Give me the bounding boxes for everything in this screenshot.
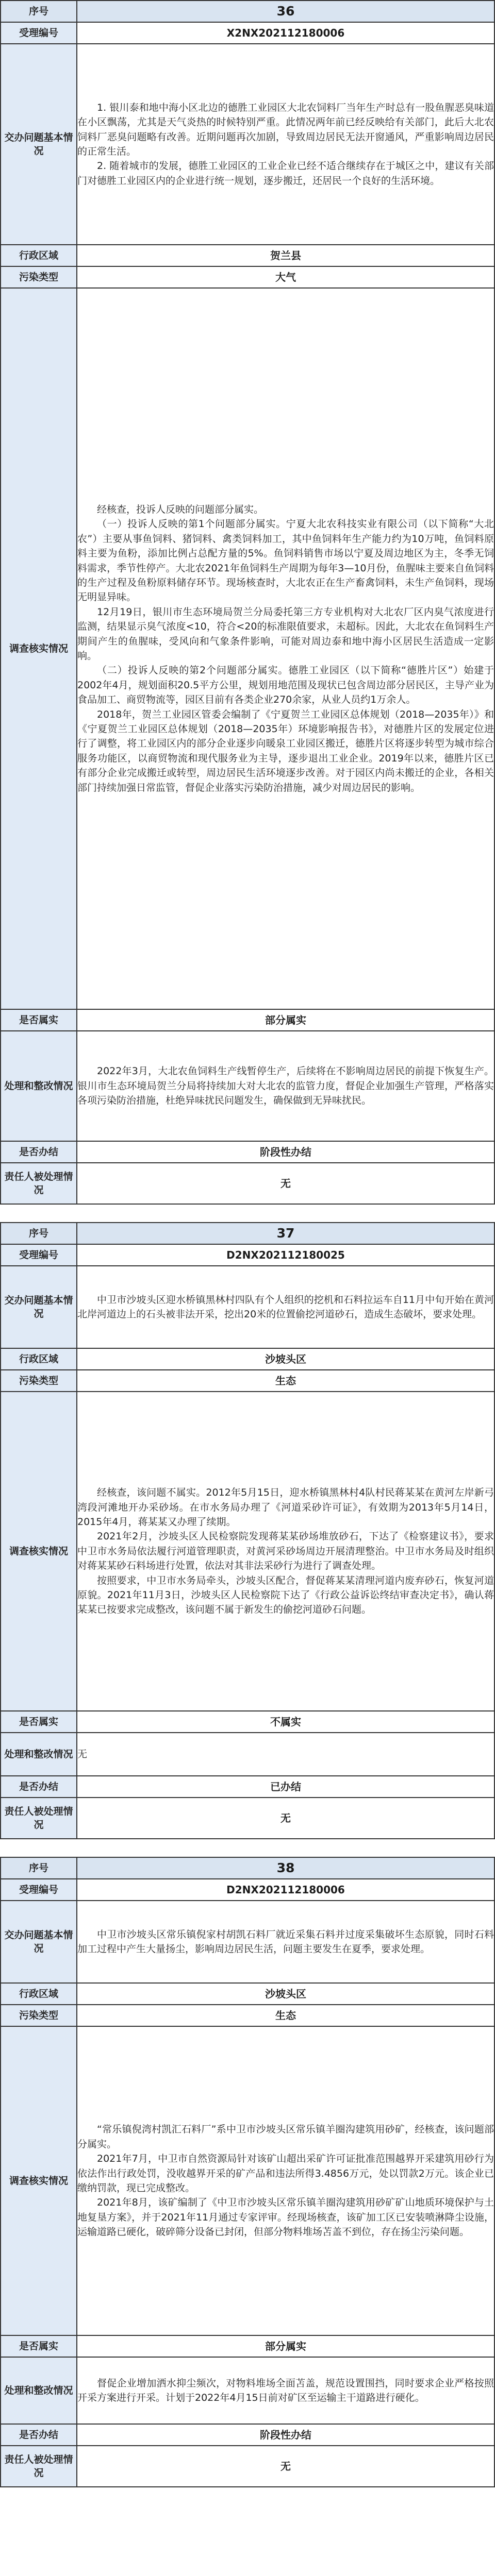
seq-label: 序号 — [1, 1, 77, 22]
seq-label: 序号 — [1, 1223, 77, 1244]
code-value: D2NX202112180025 — [77, 1244, 494, 1266]
investigation-label: 调查核实情况 — [1, 288, 77, 1009]
basic-label: 交办问题基本情况 — [1, 1901, 77, 1983]
region-value: 沙坡头区 — [77, 1983, 494, 2005]
is-true-label: 是否属实 — [1, 1711, 77, 1733]
basic-text — [77, 44, 494, 245]
paragraph: 经核查，投诉人反映的问题部分属实。 — [97, 503, 264, 515]
handling-label: 处理和整改情况 — [1, 2357, 77, 2424]
responsible-value: 无 — [77, 2446, 494, 2487]
region-value: 沙坡头区 — [77, 1348, 494, 1370]
is-closed-value: 阶段性办结 — [77, 1141, 494, 1163]
paragraph: （一）投诉人反映的第1个问题部分属实。宁夏大北农科技实业有限公司（以下简称“大北农”）主要从事鱼饲料、猪饲料、禽类饲料加工，其中鱼饲料年生产能力约为10万吨，鱼饲料原料主要为鱼粉，添加比例占总配方量的5%。鱼饲料销售市场以宁夏及周边地区为主，冬季无饲料需求，季节性停产。大北农2021年鱼饲料生产周期为每年3—10月份，鱼腥味主要来自鱼饲料的生产过程及鱼粉原料储存环节。现场核查时，大北农正在生产畜禽饲料，未生产鱼饲料，现场无明显异味。 — [77, 518, 494, 603]
code-label: 受理编号 — [1, 22, 77, 44]
pollution-label: 污染类型 — [1, 1370, 77, 1392]
region-value: 贺兰县 — [77, 245, 494, 266]
case-record-37 — [0, 1222, 495, 1839]
responsible-value: 无 — [77, 1798, 494, 1839]
pollution-value: 生态 — [77, 1370, 494, 1392]
case-table — [0, 1857, 495, 2487]
basic-label: 交办问题基本情况 — [1, 1266, 77, 1348]
is-true-value: 部分属实 — [77, 2335, 494, 2357]
paragraph: 1. 银川泰和地中海小区北边的德胜工业园区大北农饲料厂当年生产时总有一股鱼腥恶臭味道在小区飘荡，尤其是天气炎热的时候特别严重。此情况两年前已经反映给有关部门，此后大北农饲料厂恶臭问题略有改善。近期问题再次加剧，导致周边居民无法开窗通风，严重影响周边居民的正常生活。 — [77, 101, 494, 157]
investigation-text — [77, 2026, 494, 2335]
paragraph: 中卫市沙坡头区迎水桥镇黑林村四队有个人组织的挖机和石料拉运车自11月中旬开始在黄河北岸河道边上的石头被非法开采，挖出20米的位置偷挖河道砂石，造成生态破坏，要求处理。 — [77, 1294, 494, 1320]
case-record-38 — [0, 1857, 495, 2487]
responsible-value: 无 — [77, 1163, 494, 1204]
pollution-label: 污染类型 — [1, 2005, 77, 2026]
section-gap — [0, 1839, 495, 1857]
paragraph: 2018年，贺兰工业园区管委会编制了《宁夏贺兰工业园区总体规划（2018—2035年）》和《宁夏贺兰工业园区总体规划（2018—2035年）环境影响报告书》，对德胜片区的发展定位进行了调整，将工业园区内的部分企业逐步向暖泉工业园区搬迁，德胜片区将逐步转型为城市综合服务功能区，以商贸物流和现代服务业为主导，逐步退出工业企业。2019年以来，德胜片区已有部分企业完成搬迁或转型，周边居民生活环境逐步改善。对于园区内尚未搬迁的企业，各相关部门持续加强日常监管，督促企业落实污染防治措施，减少对周边居民的影响。 — [77, 708, 494, 793]
handling-text — [77, 2357, 494, 2424]
basic-text — [77, 1266, 494, 1348]
seq-label: 序号 — [1, 1857, 77, 1879]
investigation-label: 调查核实情况 — [1, 2026, 77, 2335]
responsible-label: 责任人被处理情况 — [1, 2446, 77, 2487]
seq-value: 37 — [77, 1223, 494, 1244]
seq-value: 38 — [77, 1857, 494, 1879]
paragraph: 督促企业增加洒水抑尘频次，对物料堆场全面苫盖，规范设置围挡，同时要求企业严格按照开采方案进行开采。计划于2022年4月15日前对矿区至运输主干道路进行硬化。 — [77, 2377, 494, 2403]
basic-label: 交办问题基本情况 — [1, 44, 77, 245]
is-closed-label: 是否办结 — [1, 2424, 77, 2446]
case-record-36 — [0, 0, 495, 1205]
pollution-value: 大气 — [77, 266, 494, 288]
paragraph: 中卫市沙坡头区常乐镇倪家村胡凯石料厂就近采集石料并过度采集破坏生态原貌，同时石料加工过程中产生大量扬尘，影响周边居民生活，问题主要发生在夏季，要求处理。 — [77, 1928, 494, 1955]
case-table — [0, 1222, 495, 1839]
is-true-value: 不属实 — [77, 1711, 494, 1733]
paragraph: 12月19日，银川市生态环境局贺兰分局委托第三方专业机构对大北农厂区内臭气浓度进行监测，结果显示臭气浓度<10，符合<20的标准限值要求，未超标。因此，大北农在鱼饲料生产期间产生的鱼腥味，受风向和气象条件影响，可能对周边泰和地中海小区居民生活造成一定影响。 — [77, 606, 494, 662]
responsible-label: 责任人被处理情况 — [1, 1798, 77, 1839]
investigation-label: 调查核实情况 — [1, 1392, 77, 1711]
responsible-label: 责任人被处理情况 — [1, 1163, 77, 1204]
paragraph: 无 — [77, 1748, 88, 1760]
code-value: D2NX202112180006 — [77, 1879, 494, 1901]
handling-text — [77, 1733, 494, 1776]
code-value: X2NX202112180006 — [77, 22, 494, 44]
investigation-text — [77, 1392, 494, 1711]
handling-text — [77, 1031, 494, 1141]
case-table — [0, 0, 495, 1205]
code-label: 受理编号 — [1, 1879, 77, 1901]
paragraph: （二）投诉人反映的第2个问题部分属实。德胜工业园区（以下简称“德胜片区”）始建于2002年4月，规划面积20.5平方公里，规划用地范围及现状已包含周边部分居民区，主导产业为食品加工、商贸物流等，园区目前有各类企业270余家，从业人员约1万余人。 — [77, 665, 494, 706]
paragraph: 经核查，该问题不属实。2012年5月15日，迎水桥镇黑林村4队村民蒋某某在黄河左岸新弓湾段河滩地开办采砂场。在市水务局办理了《河道采砂许可证》，有效期为2013年5月14日，2015年4月，蒋某某又办理了续期。 — [77, 1487, 494, 1528]
region-label: 行政区域 — [1, 1983, 77, 2005]
paragraph: 2. 随着城市的发展，德胜工业园区的工业企业已经不适合继续存在于城区之中，建议有关部门对德胜工业园区内的企业进行统一规划，逐步搬迁，还居民一个良好的生活环境。 — [77, 160, 494, 187]
is-closed-label: 是否办结 — [1, 1776, 77, 1798]
region-label: 行政区域 — [1, 1348, 77, 1370]
investigation-text — [77, 288, 494, 1009]
is-true-label: 是否属实 — [1, 2335, 77, 2357]
paragraph: 2021年7月，中卫市自然资源局针对该矿山超出采矿许可证批准范围越界开采建筑用砂行为依法作出行政处罚，没收越界开采的矿产品和违法所得3.4856万元，处以罚款2万元。该企业已缴纳罚款，现已完成整改。 — [77, 2153, 494, 2194]
code-label: 受理编号 — [1, 1244, 77, 1266]
is-true-label: 是否属实 — [1, 1009, 77, 1031]
basic-text — [77, 1901, 494, 1983]
paragraph: 2022年3月，大北农鱼饲料生产线暂停生产，后续将在不影响周边居民的前提下恢复生产。银川市生态环境局贺兰分局将持续加大对大北农的监管力度，督促企业加强生产管理，严格落实各项污染防治措施，杜绝异味扰民问题发生，确保做到无异味扰民。 — [77, 1065, 494, 1107]
paragraph: “常乐镇倪湾村凯汇石料厂”系中卫市沙坡头区常乐镇羊圈沟建筑用砂矿，经核查，该问题部分属实。 — [77, 2124, 494, 2150]
seq-value: 36 — [77, 1, 494, 22]
paragraph: 按照要求，中卫市水务局牵头，沙坡头区配合，督促蒋某某清理河道内废弃砂石，恢复河道原貌。2021年11月3日，沙坡头区人民检察院下达了《行政公益诉讼终结审查决定书》，确认蒋某某已按要求完成整改，该问题不属于新发生的偷挖河道砂石问题。 — [77, 1574, 494, 1616]
handling-label: 处理和整改情况 — [1, 1733, 77, 1776]
paragraph: 2021年8月，该矿编制了《中卫市沙坡头区常乐镇羊圈沟建筑用砂矿矿山地质环境保护与土地复垦方案》，并于2021年11月通过专家评审。经现场核查，该矿加工区已安装喷淋降尘设施，运输道路已硬化，破碎筛分设备已封闭，但部分物料堆场苫盖不到位，存在扬尘污染问题。 — [77, 2197, 494, 2238]
region-label: 行政区域 — [1, 245, 77, 266]
is-true-value: 部分属实 — [77, 1009, 494, 1031]
pollution-value: 生态 — [77, 2005, 494, 2026]
section-gap — [0, 1205, 495, 1222]
pollution-label: 污染类型 — [1, 266, 77, 288]
is-closed-value: 已办结 — [77, 1776, 494, 1798]
handling-label: 处理和整改情况 — [1, 1031, 77, 1141]
paragraph: 2021年2月，沙坡头区人民检察院发现蒋某某砂场堆放砂石，下达了《检察建议书》，要求中卫市水务局依法履行河道管理职责，对黄河采砂场周边开展清理整治。中卫市水务局及时组织对蒋某某砂石料场进行处置，依法对其非法采砂行为进行了调查处理。 — [77, 1531, 494, 1572]
is-closed-label: 是否办结 — [1, 1141, 77, 1163]
is-closed-value: 阶段性办结 — [77, 2424, 494, 2446]
